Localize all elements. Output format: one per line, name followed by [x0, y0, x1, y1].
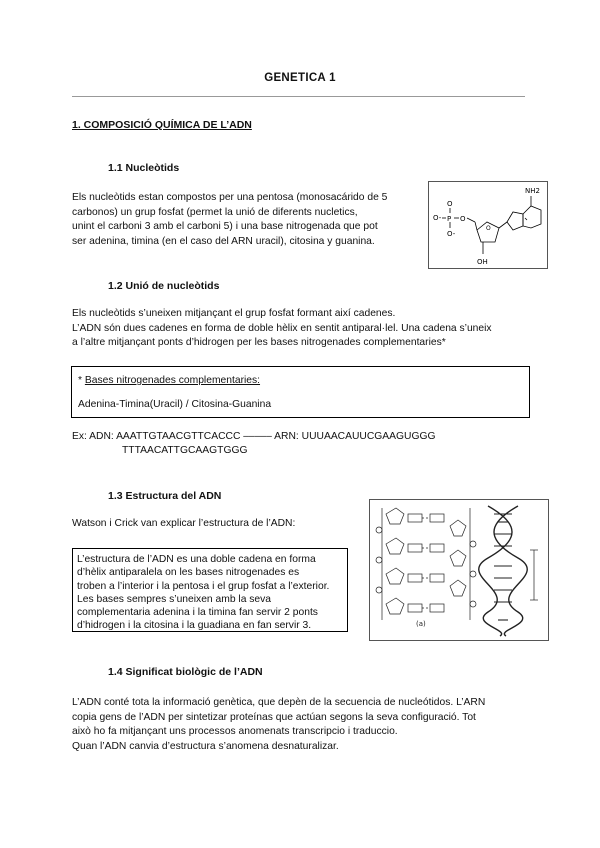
double-helix-figure: [369, 499, 549, 641]
amine-label: NH2: [525, 187, 540, 195]
hydroxyl-label: OH: [477, 258, 488, 266]
svg-text:O: O: [486, 225, 491, 232]
note-title-line: [78, 375, 260, 386]
svg-text:O-: O-: [433, 214, 442, 222]
svg-text:O-: O-: [447, 230, 456, 238]
text-line: complementaria adenina i la timina fan servir 2 ponts: [77, 607, 318, 619]
heading-estructura: 1.3 Estructura del ADN: [108, 490, 222, 502]
paragraph-unio: [72, 307, 542, 351]
heading-unio-nucleotids: 1.2 Unió de nucleòtids: [108, 280, 220, 292]
watson-crick-intro: Watson i Crick van explicar l’estructura de l’ADN:: [72, 518, 296, 529]
page-title: GENETICA 1: [264, 72, 336, 84]
text-line: d’hidrogen i la citosina i la guadiana en fan servir 3.: [77, 620, 312, 632]
heading-nucleotids: 1.1 Nucleòtids: [108, 162, 180, 174]
note-title: Bases nitrogenades complementaries:: [84, 375, 261, 386]
text-line: això ho fa mitjançant uns processos anomenats transcripcio i traduccio.: [72, 726, 398, 737]
figure-label: (a): [416, 620, 426, 628]
text-line: Les bases sempres s’uneixen amb la seva: [77, 593, 272, 605]
dna-structure-box: [72, 548, 348, 632]
section-heading-1: 1. COMPOSICIÓ QUÍMICA DE L’ADN: [72, 119, 252, 131]
text-line: Els nucleòtids estan compostos per una pentosa (monosacárido de 5: [72, 192, 388, 203]
title-divider: [72, 96, 525, 97]
svg-text:P: P: [447, 215, 452, 223]
text-line: Quan l’ADN canvia d’estructura s’anomena desnaturalizar.: [72, 740, 339, 752]
text-line: L’estructura de l’ADN es una doble cadena en forma: [77, 554, 316, 565]
text-line: ser adenina, timina (en el caso del ARN uracil), citosina y guanina.: [72, 235, 375, 247]
text-line: troben a l’interior i la pentosa i el grup fosfat a l’exterior.: [77, 580, 330, 592]
note-asterisk: *: [78, 375, 85, 386]
text-line: copia gens de l’ADN per sintetizar proteínas que actúan segons la seva configuració. Tot: [72, 711, 476, 723]
svg-text:O: O: [447, 200, 453, 208]
text-line: carbonos) un grup fosfat (permet la unió de diferents nucletics,: [72, 206, 358, 218]
note-text: Adenina-Timina(Uracil) / Citosina-Guanina: [78, 399, 272, 410]
text-line: L’ADN conté tota la informació genètica, que depèn de la secuencia de nucleótidos. L’ARN: [72, 697, 486, 708]
nucleotide-structure-figure: [428, 181, 548, 269]
complementary-bases-note: [71, 366, 530, 418]
text-line: a l’altre mitjançant ponts d’hidrogen per les bases nitrogenades complementaries*: [72, 337, 446, 348]
example-line-1: Ex: ADN: AAATTGTAACGTTCACCC ––––– ARN: UUUAACAUUCGAAGUGGG: [72, 431, 436, 442]
paragraph-significat: [72, 696, 542, 754]
svg-text:O: O: [460, 215, 466, 223]
text-line: unint el carboni 3 amb el carboni 5) i una base nitrogenada que pot: [72, 221, 378, 232]
double-helix-diagram: [370, 500, 548, 640]
paragraph-nucleotids: [72, 191, 412, 249]
text-line: L’ADN són dues cadenes en forma de doble hèlix en sentit antiparal·lel. Una cadena s’uneix: [72, 322, 492, 334]
example-line-2: TTTAACATTGCAAGTGGG: [122, 445, 248, 456]
heading-significat: 1.4 Significat biològic de l’ADN: [108, 666, 263, 678]
text-line: d’hèlix antiparalela on les bases nitrogenades es: [77, 567, 300, 579]
text-line: Els nucleòtids s’uneixen mitjançant el grup fosfat formant així cadenes.: [72, 308, 396, 319]
nucleotide-diagram: [429, 182, 547, 268]
